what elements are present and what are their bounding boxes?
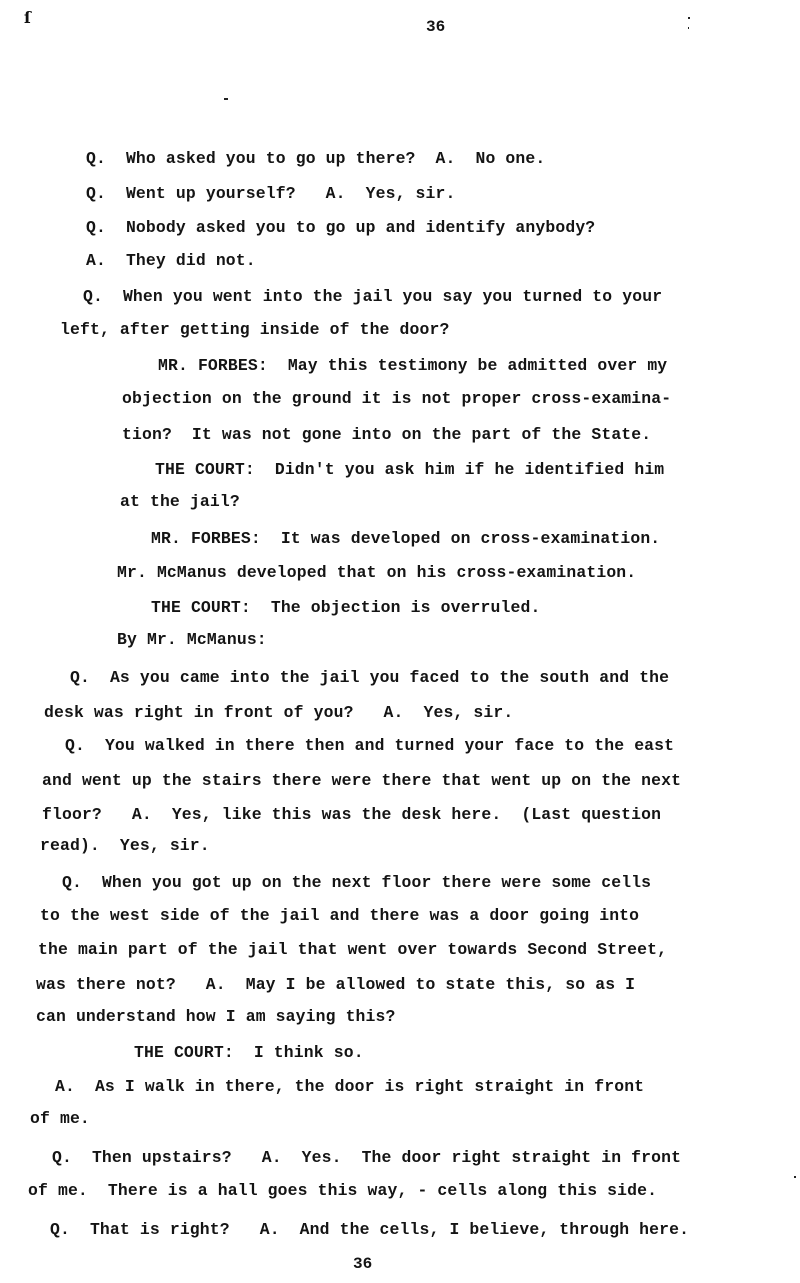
transcript-line: Mr. McManus developed that on his cross-examination. (117, 563, 637, 582)
transcript-line: at the jail? (120, 492, 240, 511)
transcript-line: can understand how I am saying this? (36, 1007, 396, 1026)
transcript-line: By Mr. McManus: (117, 630, 267, 649)
transcript-line: the main part of the jail that went over towards Second Street, (38, 940, 668, 959)
transcript-line: Q. You walked in there then and turned your face to the east (65, 736, 675, 755)
transcript-line: A. As I walk in there, the door is right straight in front (55, 1077, 645, 1096)
scan-speck (794, 1176, 796, 1178)
transcript-line: MR. FORBES: It was developed on cross-examination. (151, 529, 661, 548)
transcript-line: objection on the ground it is not proper cross-examina- (122, 389, 672, 408)
transcript-line: of me. There is a hall goes this way, - cells along this side. (28, 1181, 658, 1200)
transcript-line: was there not? A. May I be allowed to state this, so as I (36, 975, 636, 994)
transcript-line: Q. That is right? A. And the cells, I believe, through here. (50, 1220, 690, 1239)
scan-speck (688, 17, 690, 19)
transcript-line: to the west side of the jail and there was a door going into (40, 906, 640, 925)
scan-speck (224, 98, 228, 100)
transcript-line: Q. Then upstairs? A. Yes. The door right straight in front (52, 1148, 682, 1167)
transcript-line: THE COURT: The objection is overruled. (151, 598, 541, 617)
transcript-line: and went up the stairs there were there that went up on the next (42, 771, 682, 790)
transcript-line: Q. When you went into the jail you say you turned to your (83, 287, 663, 306)
transcript-line: read). Yes, sir. (40, 836, 210, 855)
transcript-line: A. They did not. (86, 251, 256, 270)
transcript-line: MR. FORBES: May this testimony be admitted over my (158, 356, 668, 375)
transcript-line: of me. (30, 1109, 90, 1128)
corner-mark: ſ (24, 8, 31, 27)
transcript-line: desk was right in front of you? A. Yes, sir. (44, 703, 514, 722)
transcript-line: Q. When you got up on the next floor there were some cells (62, 873, 652, 892)
transcript-line: Q. Who asked you to go up there? A. No one. (86, 149, 546, 168)
transcript-line: THE COURT: Didn't you ask him if he identified him (155, 460, 665, 479)
transcript-line: left, after getting inside of the door? (60, 320, 450, 339)
page-number-top: 36 (426, 18, 446, 36)
transcript-line: Q. Nobody asked you to go up and identify anybody? (86, 218, 596, 237)
transcript-line: tion? It was not gone into on the part of the State. (122, 425, 652, 444)
transcript-line: floor? A. Yes, like this was the desk here. (Last question (42, 805, 662, 824)
transcript-line: Q. Went up yourself? A. Yes, sir. (86, 184, 456, 203)
transcript-line: Q. As you came into the jail you faced to the south and the (70, 668, 670, 687)
transcript-line: THE COURT: I think so. (134, 1043, 364, 1062)
page-number-bottom: 36 (353, 1255, 373, 1273)
scan-speck (688, 27, 689, 29)
